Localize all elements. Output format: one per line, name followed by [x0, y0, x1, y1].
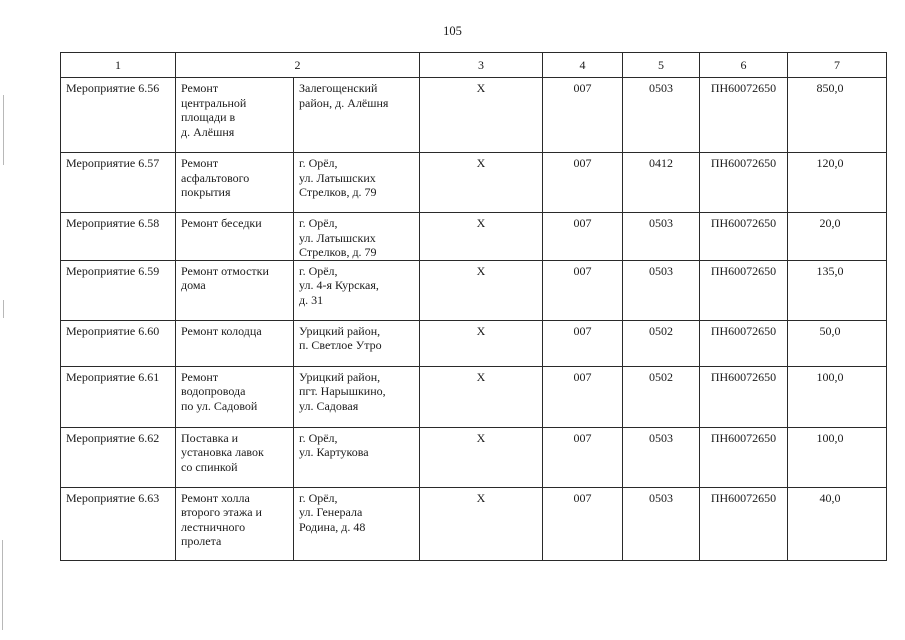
- section-code-cell: 0503: [623, 427, 700, 487]
- col3-cell: Х: [420, 78, 543, 153]
- work-name-line: дома: [181, 278, 206, 292]
- event-number-cell: Мероприятие 6.63: [61, 487, 176, 560]
- table-row: [61, 260, 887, 320]
- col3-cell: Х: [420, 366, 543, 427]
- work-name-line: по ул. Садовой: [181, 398, 258, 413]
- table-row: [61, 153, 887, 213]
- ministry-code-cell: 007: [543, 260, 623, 320]
- work-name-line: водопровода: [181, 384, 246, 398]
- description-cell: [176, 78, 420, 153]
- description-cell: [176, 427, 420, 487]
- col3-cell: Х: [420, 260, 543, 320]
- work-location-line: д. 31: [299, 292, 324, 307]
- work-location: [294, 153, 419, 212]
- amount-cell: 135,0: [788, 260, 887, 320]
- work-name-line: Ремонт колодца: [181, 323, 262, 338]
- work-name: [176, 153, 294, 212]
- work-name-line: д. Алёшня: [181, 124, 235, 139]
- work-location-line: ул. Садовая: [299, 398, 359, 413]
- amount-cell: 100,0: [788, 366, 887, 427]
- col3-cell: Х: [420, 320, 543, 366]
- target-article-cell: ПН60072650: [700, 427, 788, 487]
- event-number-cell: Мероприятие 6.62: [61, 427, 176, 487]
- header-row: [61, 53, 887, 78]
- section-code-cell: 0412: [623, 153, 700, 213]
- work-location-line: г. Орёл,: [299, 216, 338, 230]
- work-location-line: Стрелков, д. 79: [299, 185, 377, 199]
- work-location: [294, 428, 419, 487]
- event-number-cell: Мероприятие 6.60: [61, 320, 176, 366]
- work-location: [294, 261, 419, 320]
- work-name-line: со спинкой: [181, 459, 238, 474]
- work-name-line: Поставка и: [181, 430, 239, 445]
- event-number-cell: Мероприятие 6.61: [61, 366, 176, 427]
- work-name: [176, 367, 294, 427]
- work-location-line: г. Орёл,: [299, 156, 338, 170]
- ministry-code-cell: 007: [543, 213, 623, 261]
- work-location-line: ул. Генерала: [299, 505, 363, 519]
- work-name: [176, 321, 294, 366]
- event-number-cell: Мероприятие 6.58: [61, 213, 176, 261]
- work-name-line: Ремонт отмостки: [181, 263, 269, 278]
- event-number-cell: Мероприятие 6.59: [61, 260, 176, 320]
- work-location: [294, 78, 419, 152]
- section-code-cell: 0503: [623, 487, 700, 560]
- work-name-line: Ремонт беседки: [181, 216, 262, 230]
- column-header: 2: [176, 53, 420, 78]
- ministry-code-cell: 007: [543, 320, 623, 366]
- col3-cell: Х: [420, 213, 543, 261]
- target-article-cell: ПН60072650: [700, 320, 788, 366]
- scan-artifact: [3, 95, 4, 165]
- work-name-line: лестничного: [181, 519, 246, 534]
- description-cell: [176, 487, 420, 560]
- table-row: [61, 427, 887, 487]
- target-article-cell: ПН60072650: [700, 213, 788, 261]
- work-name-line: Ремонт: [181, 369, 219, 384]
- target-article-cell: ПН60072650: [700, 260, 788, 320]
- work-location-line: ул. Латышских: [299, 170, 376, 185]
- work-location-line: район, д. Алёшня: [299, 95, 389, 110]
- work-name-line: асфальтового: [181, 170, 250, 185]
- ministry-code-cell: 007: [543, 78, 623, 153]
- column-header: 1: [61, 53, 176, 78]
- work-location-line: пгт. Нарышкино,: [299, 384, 386, 398]
- work-location: [294, 213, 419, 260]
- work-location-line: г. Орёл,: [299, 490, 338, 505]
- work-name-line: Ремонт: [181, 81, 219, 95]
- amount-cell: 100,0: [788, 427, 887, 487]
- work-name-line: второго этажа и: [181, 505, 262, 519]
- scan-artifact: [3, 300, 4, 318]
- target-article-cell: ПН60072650: [700, 153, 788, 213]
- table-row: [61, 366, 887, 427]
- target-article-cell: ПН60072650: [700, 366, 788, 427]
- work-name-line: центральной: [181, 95, 247, 110]
- amount-cell: 120,0: [788, 153, 887, 213]
- work-location-line: Стрелков, д. 79: [299, 245, 377, 259]
- target-article-cell: ПН60072650: [700, 487, 788, 560]
- col3-cell: Х: [420, 427, 543, 487]
- work-name-line: Ремонт: [181, 156, 219, 170]
- amount-cell: 850,0: [788, 78, 887, 153]
- work-name: [176, 261, 294, 320]
- description-cell: [176, 260, 420, 320]
- column-header: 7: [788, 53, 887, 78]
- table-row: [61, 487, 887, 560]
- work-name: [176, 213, 294, 260]
- work-location: [294, 321, 419, 366]
- work-location-line: Родина, д. 48: [299, 519, 366, 534]
- work-name-line: установка лавок: [181, 445, 264, 459]
- work-location: [294, 488, 419, 560]
- work-name: [176, 428, 294, 487]
- work-name: [176, 78, 294, 152]
- table-row: [61, 213, 887, 261]
- amount-cell: 20,0: [788, 213, 887, 261]
- work-name-line: покрытия: [181, 185, 231, 199]
- description-cell: [176, 153, 420, 213]
- description-cell: [176, 213, 420, 261]
- ministry-code-cell: 007: [543, 153, 623, 213]
- work-location-line: Урицкий район,: [299, 323, 381, 338]
- work-location-line: п. Светлое Утро: [299, 338, 382, 352]
- work-location-line: Урицкий район,: [299, 369, 381, 384]
- work-location-line: Залегощенский: [299, 81, 378, 95]
- work-name-line: Ремонт холла: [181, 490, 250, 505]
- section-code-cell: 0502: [623, 320, 700, 366]
- work-location-line: г. Орёл,: [299, 430, 338, 445]
- scan-artifact: [2, 540, 3, 630]
- work-location-line: ул. Картукова: [299, 445, 369, 459]
- budget-table: [60, 52, 887, 561]
- col3-cell: Х: [420, 153, 543, 213]
- description-cell: [176, 320, 420, 366]
- amount-cell: 50,0: [788, 320, 887, 366]
- column-header: 5: [623, 53, 700, 78]
- work-location-line: ул. Латышских: [299, 230, 376, 245]
- column-header: 3: [420, 53, 543, 78]
- table-row: [61, 78, 887, 153]
- table-row: [61, 320, 887, 366]
- work-location-line: ул. 4-я Курская,: [299, 278, 379, 292]
- work-location: [294, 367, 419, 427]
- ministry-code-cell: 007: [543, 487, 623, 560]
- work-name-line: площади в: [181, 110, 236, 124]
- page-number: 105: [443, 24, 462, 38]
- amount-cell: 40,0: [788, 487, 887, 560]
- column-header: 4: [543, 53, 623, 78]
- section-code-cell: 0503: [623, 260, 700, 320]
- event-number-cell: Мероприятие 6.57: [61, 153, 176, 213]
- column-header: 6: [700, 53, 788, 78]
- section-code-cell: 0503: [623, 78, 700, 153]
- event-number-cell: Мероприятие 6.56: [61, 78, 176, 153]
- ministry-code-cell: 007: [543, 366, 623, 427]
- section-code-cell: 0503: [623, 213, 700, 261]
- work-name: [176, 488, 294, 560]
- work-location-line: г. Орёл,: [299, 263, 338, 278]
- description-cell: [176, 366, 420, 427]
- col3-cell: Х: [420, 487, 543, 560]
- ministry-code-cell: 007: [543, 427, 623, 487]
- work-name-line: пролета: [181, 534, 222, 548]
- section-code-cell: 0502: [623, 366, 700, 427]
- target-article-cell: ПН60072650: [700, 78, 788, 153]
